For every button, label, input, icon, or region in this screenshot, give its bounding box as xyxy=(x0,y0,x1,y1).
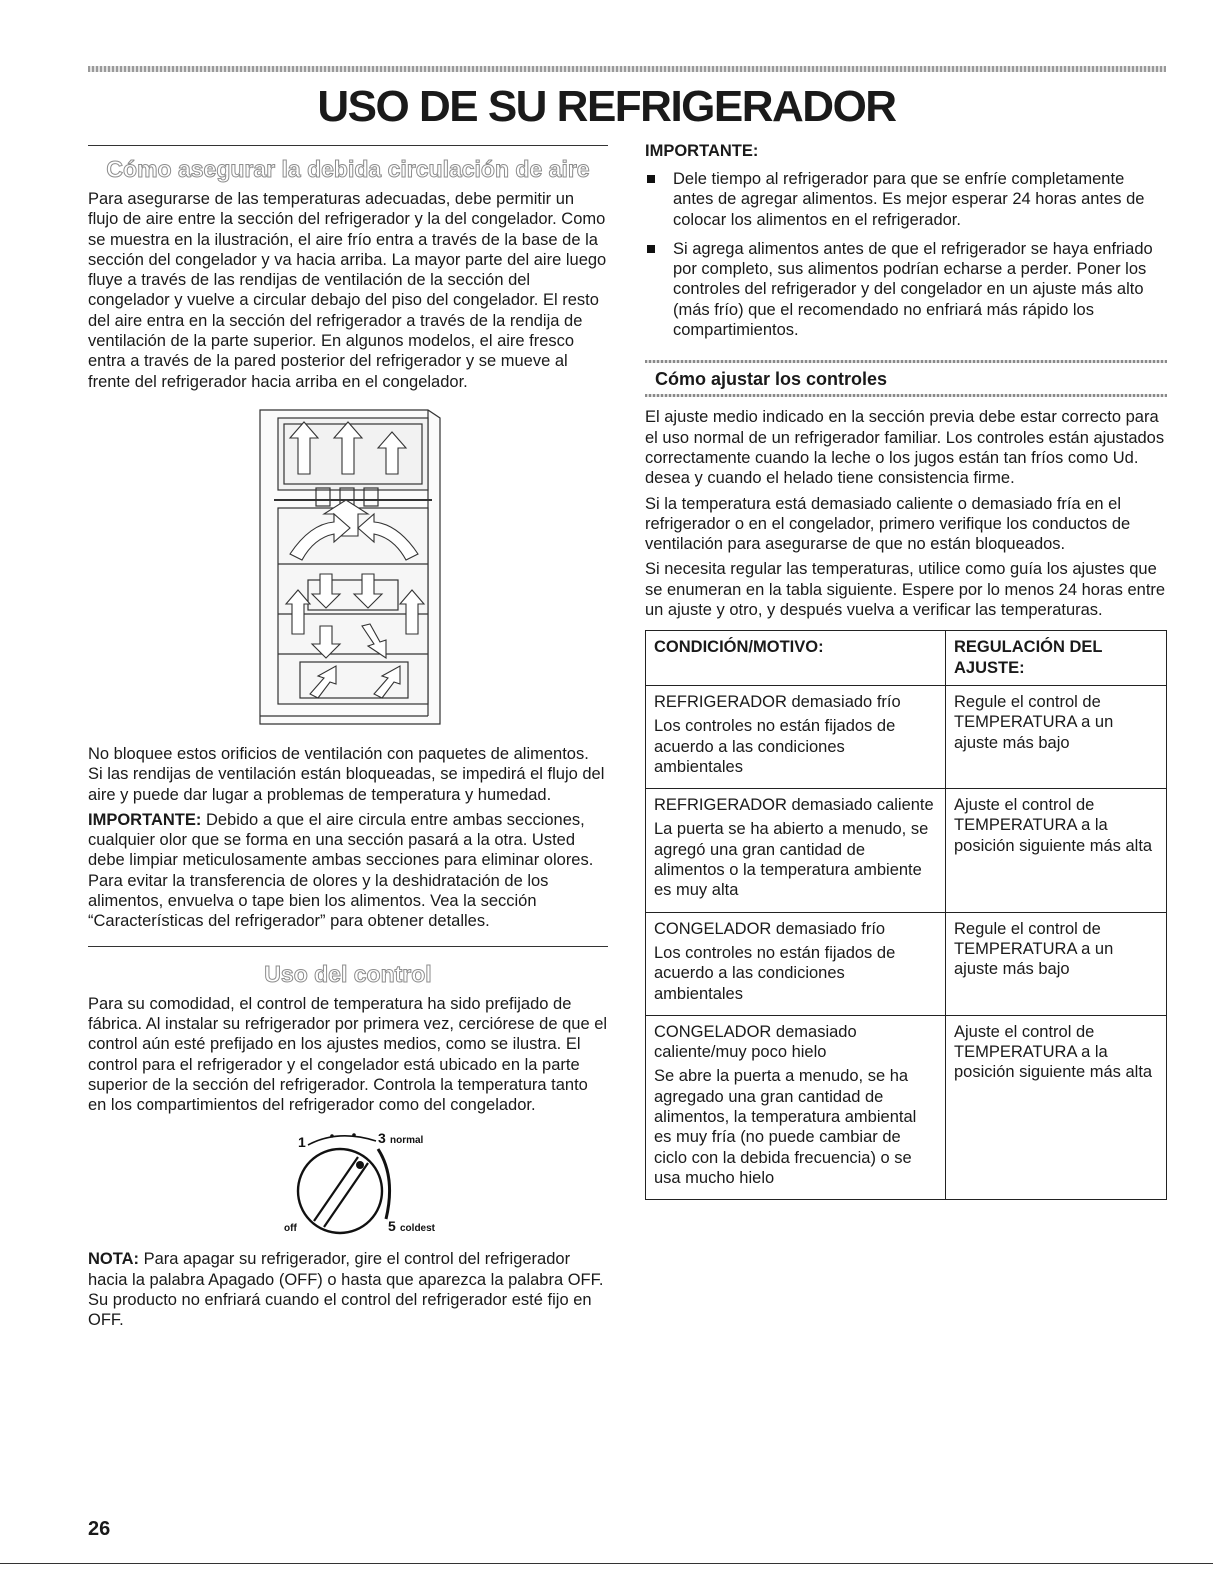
dial-label-normal: normal xyxy=(390,1135,424,1147)
condition-cell xyxy=(646,1015,946,1199)
dial-label-5: 5 xyxy=(388,1218,396,1235)
bullet-text: Si agrega alimentos antes de que el refrigerador se haya enfriado por completo, sus alimentos podrían echarse a perder. Poner los controles del refrigerador y del congelador en un ajuste más alto (más frío) que el recomendado no enfriará más rápido los compartimientos. xyxy=(673,239,1153,340)
adjust-paragraph-2: Si la temperatura está demasiado caliente o demasiado fría en el refrigerador o en el congelador, primero verifique los conductos de ventilación para asegurarse de que no están bloqueados. xyxy=(645,494,1131,554)
note-label: NOTA: xyxy=(88,1250,140,1269)
note-text: Para apagar su refrigerador, gire el control del refrigerador hacia la palabra Apagado (OFF) o hasta que aparezca la palabra OFF. Su producto no enfriará cuando el control del refrigerador esté fijo en OFF. xyxy=(88,1250,604,1330)
page-title: USO DE SU REFRIGERADOR xyxy=(317,82,896,131)
dial-label-off: off xyxy=(284,1223,297,1235)
condition-text: REFRIGERADOR demasiado frío xyxy=(654,692,901,711)
control-adjustment-table xyxy=(645,630,1167,1200)
bullet-square-icon xyxy=(647,175,655,183)
important-title: IMPORTANTE: xyxy=(645,142,759,160)
bullet-text: Dele tiempo al refrigerador para que se enfríe completamente antes de agregar alimentos. Es mejor esperar 24 horas antes de colocar los alimentos en el refrigerador. xyxy=(673,170,1145,229)
condition-text: CONGELADOR demasiado caliente/muy poco hielo xyxy=(654,1022,857,1062)
adjust-cell: Ajuste el control de TEMPERATURA a la posición siguiente más alta xyxy=(946,1015,1167,1199)
reason-text: Los controles no están fijados de acuerdo a las condiciones ambientales xyxy=(654,717,896,776)
condition-text: REFRIGERADOR demasiado caliente xyxy=(654,796,934,815)
table-row xyxy=(646,789,1167,912)
note-paragraph xyxy=(88,1249,608,1330)
bullet-square-icon xyxy=(647,245,655,253)
section-divider xyxy=(88,946,608,947)
control-paragraph: Para su comodidad, el control de temperatura ha sido prefijado de fábrica. Al instalar su refrigerador por primera vez, cerciórese de que el control aún esté prefijado en los ajustes medios, como se ilustra. El control para el refrigerador y el congelador está ubicado en la parte superior de la sección del refrigerador. Controla la temperatura tanto en los compartimientos del refrigerador como del congelador. xyxy=(88,994,608,1115)
hatch-rule xyxy=(645,394,1167,397)
header-condition: CONDICIÓN/MOTIVO: xyxy=(646,631,946,686)
page-number: 26 xyxy=(88,1518,111,1540)
table-row xyxy=(646,912,1167,1015)
important-paragraph xyxy=(88,810,608,932)
adjust-cell: Regule el control de TEMPERATURA a un ajuste más bajo xyxy=(946,912,1167,1015)
adjust-heading: Cómo ajustar los controles xyxy=(655,369,888,390)
important-label: IMPORTANTE: xyxy=(88,810,202,829)
adjust-paragraph-3: Si necesita regular las temperaturas, utilice como guía los ajustes que se enumeran en la tabla siguiente. Espere por lo menos 24 horas entre un ajuste y otro, y después vuelva a verificar las temperaturas. xyxy=(645,560,1166,620)
dial-label-1: 1 xyxy=(298,1134,306,1151)
right-column xyxy=(645,142,1167,1200)
section-divider xyxy=(88,145,608,146)
dial-label-3: 3 xyxy=(378,1130,386,1147)
table-row xyxy=(646,1015,1167,1199)
airflow-illustration xyxy=(250,404,446,734)
top-decorative-rule xyxy=(88,66,1166,72)
control-heading: Uso del control xyxy=(264,960,432,987)
adjust-cell: Ajuste el control de TEMPERATURA a la posición siguiente más alta xyxy=(946,789,1167,912)
airflow-paragraph: Para asegurarse de las temperaturas adecuadas, debe permitir un flujo de aire entre la sección del refrigerador y la del congelador. Como se muestra en la ilustración, el aire frío entra a través de la base de la sección del congelador y va hacia arriba. La mayor parte del aire luego fluye a través de las rendijas de ventilación de la sección del congelador y vuelve a circular debajo del piso del congelador. El resto del aire entra en la sección del refrigerador a través de la rendija de ventilación de la parte superior. En algunos modelos, el aire fresco entra a través de la pared posterior del refrigerador y se mueve al frente del refrigerador hacia arriba en el congelador. xyxy=(88,190,607,391)
condition-cell xyxy=(646,912,946,1015)
condition-cell xyxy=(646,789,946,912)
header-adjust: REGULACIÓN DEL AJUSTE: xyxy=(946,631,1167,686)
reason-text: Se abre la puerta a menudo, se ha agregado una gran cantidad de alimentos, la temperatura ambiental es muy fría (no puede cambiar de ciclo con la debida frecuencia) o se usa mucho hielo xyxy=(654,1067,917,1187)
bottom-rule xyxy=(0,1563,1213,1564)
list-item xyxy=(645,169,1167,230)
reason-text: Los controles no están fijados de acuerdo a las condiciones ambientales xyxy=(654,943,896,1003)
condition-text: CONGELADOR demasiado frío xyxy=(654,919,886,938)
adjust-cell: Regule el control de TEMPERATURA a un ajuste más bajo xyxy=(946,685,1167,788)
condition-cell xyxy=(646,685,946,788)
airflow-heading: Cómo asegurar la debida circulación de aire xyxy=(106,156,590,182)
table-row xyxy=(646,685,1167,788)
dial-label-coldest: coldest xyxy=(400,1223,436,1235)
table-header-row xyxy=(646,631,1167,686)
important-text: Debido a que el aire circula entre ambas secciones, cualquier olor que se forma en una sección pasará a la otra. Usted debe limpiar meticulosamente ambas secciones para eliminar olores. Para evitar la transferencia de olores y la deshidratación de los alimentos, envuelva o tape bien los alimentos. Vea la sección “Características del refrigerador” para obtener detalles. xyxy=(88,810,594,931)
adjust-heading-block xyxy=(645,360,1167,397)
important-bullet-list xyxy=(645,169,1167,340)
reason-text: La puerta se ha abierto a menudo, se agregó una gran cantidad de alimentos o la temperatura ambiente es muy alta xyxy=(654,820,929,900)
left-column xyxy=(88,145,608,1336)
adjust-paragraph-1: El ajuste medio indicado en la sección previa debe estar correcto para el uso normal de un refrigerador familiar. Los controles están ajustados correctamente cuando la leche o los jugos están tan fríos como Ud. desea y cuando el helado tiene consistencia firme. xyxy=(645,408,1165,488)
vent-warning-paragraph: No bloquee estos orificios de ventilación con paquetes de alimentos. Si las rendijas de ventilación están bloqueadas, se impedirá el flujo del aire y puede dar lugar a problemas de temperatura y humedad. xyxy=(88,744,605,804)
list-item xyxy=(645,239,1167,340)
temperature-dial-illustration xyxy=(228,1127,468,1239)
